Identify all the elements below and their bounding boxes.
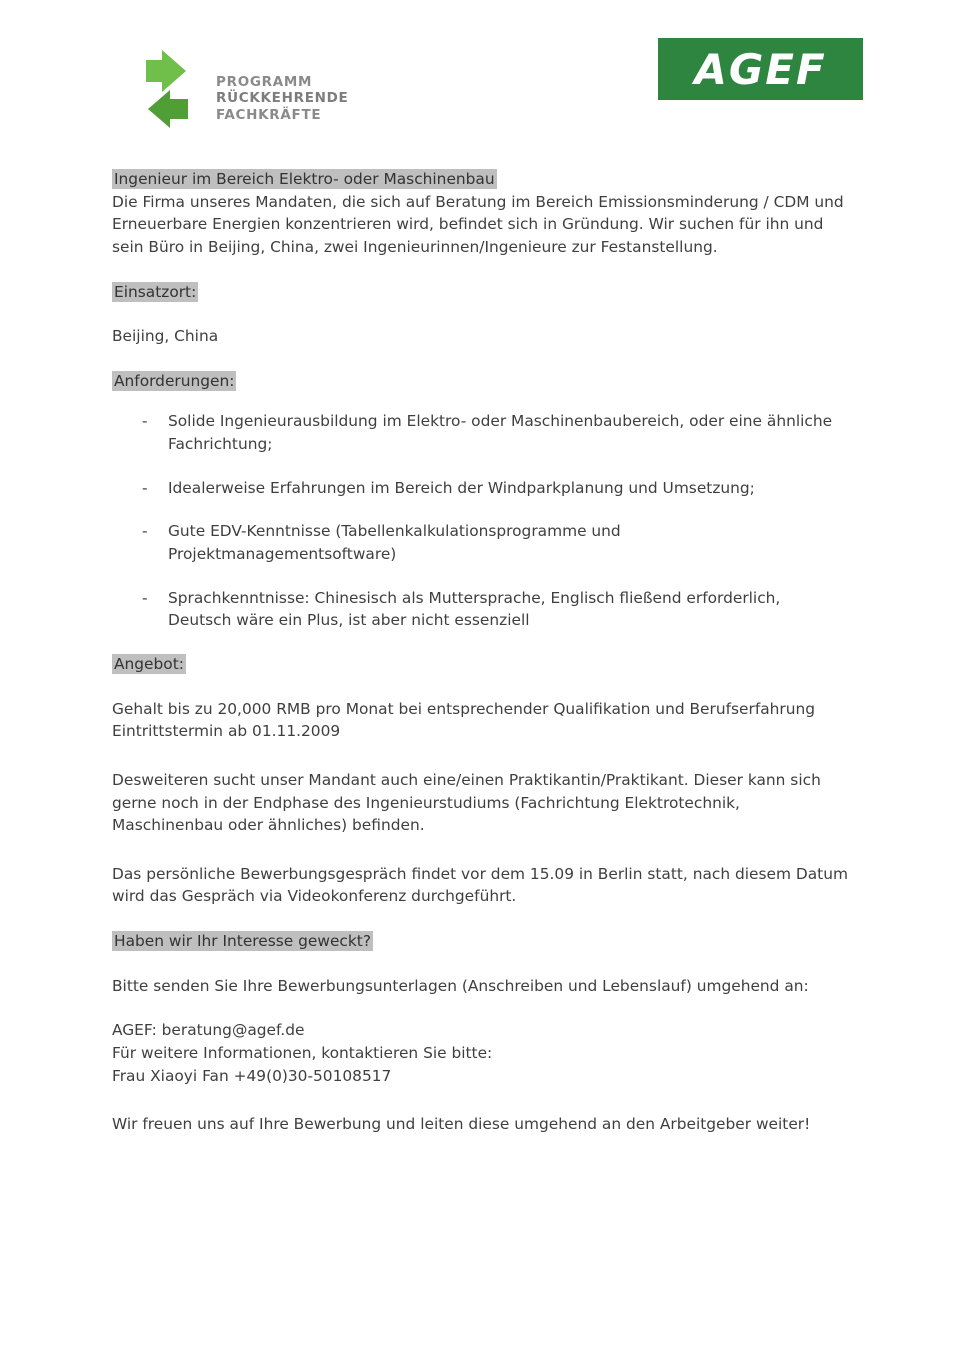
offer-heading-line <box>112 653 852 676</box>
requirements-heading: Anforderungen: <box>114 371 235 390</box>
intro-paragraph: Die Firma unseres Mandaten, die sich auf Beratung im Bereich Emissionsminderung / CDM und Erneuerbare Energien konzentrieren wird, befindet sich in Gründung. Wir suchen für ihn und sein Büro in Beijing, China, zwei Ingenieurinnen/Ingenieure zur Festanstellung. <box>112 192 844 256</box>
location-heading-line <box>112 281 852 304</box>
list-bullet: - <box>142 522 148 541</box>
contact-more-info: Für weitere Informationen, kontaktieren Sie bitte: <box>112 1044 493 1063</box>
job-title: Ingenieur im Bereich Elektro- oder Maschinenbau <box>114 170 495 188</box>
apply-text: Bitte senden Sie Ihre Bewerbungsunterlagen (Anschreiben und Lebenslauf) umgehend an: <box>112 976 809 995</box>
list-item-text: Solide Ingenieurausbildung im Elektro- oder Maschinenbaubereich, oder eine ähnliche Fachrichtung; <box>168 412 833 454</box>
agef-logo-text: AGEF <box>694 44 827 94</box>
contact-email: AGEF: beratung@agef.de <box>112 1021 305 1040</box>
offer-internship: Desweiteren sucht unser Mandant auch eine/einen Praktikantin/Praktikant. Dieser kann sich gerne noch in der Endphase des Ingenieurstudiums (Fachrichtung Elektrotechnik, Maschinenbau oder ähnliches) befinden. <box>112 770 821 835</box>
offer-heading: Angebot: <box>114 654 184 673</box>
list-item <box>112 587 852 632</box>
list-bullet: - <box>142 478 148 497</box>
list-item <box>112 477 852 500</box>
logo-line-2: RÜCKKEHRENDE <box>216 90 349 107</box>
interest-heading-line <box>112 930 852 953</box>
document-body <box>112 168 852 1136</box>
offer-salary: Gehalt bis zu 20,000 RMB pro Monat bei entsprechender Qualifikation und Berufserfahrung <box>112 699 816 718</box>
offer-interview: Das persönliche Bewerbungsgespräch findet vor dem 15.09 in Berlin statt, nach diesem Datum wird das Gespräch via Videokonferenz durchgeführt. <box>112 864 848 906</box>
location-heading: Einsatzort: <box>114 282 197 301</box>
document-header <box>0 0 958 150</box>
location-value: Beijing, China <box>112 327 219 346</box>
list-item <box>112 410 852 455</box>
contact-person: Frau Xiaoyi Fan +49(0)30-50108517 <box>112 1066 392 1085</box>
logo-line-1: PROGRAMM <box>216 74 313 90</box>
programm-rueckkehrende-fachkraefte-logo <box>140 50 348 128</box>
list-item-text: Sprachkenntnisse: Chinesisch als Muttersprache, Englisch fließend erforderlich, Deutsch wäre ein Plus, ist aber nicht essenziell <box>168 588 781 630</box>
job-title-line <box>112 168 852 191</box>
requirements-heading-line <box>112 370 852 393</box>
list-bullet: - <box>142 412 148 431</box>
list-item <box>112 520 852 565</box>
requirements-list <box>112 410 852 631</box>
logo-line-3: FACHKRÄFTE <box>216 106 322 123</box>
list-bullet: - <box>142 588 148 607</box>
green-arrows-icon <box>140 50 206 128</box>
list-item-text: Idealerweise Erfahrungen im Bereich der Windparkplanung und Umsetzung; <box>168 478 755 497</box>
interest-heading: Haben wir Ihr Interesse geweckt? <box>114 932 372 951</box>
agef-logo <box>658 38 863 100</box>
closing-text: Wir freuen uns auf Ihre Bewerbung und leiten diese umgehend an den Arbeitgeber weiter! <box>112 1115 811 1134</box>
offer-start-date: Eintrittstermin ab 01.11.2009 <box>112 722 341 741</box>
list-item-text: Gute EDV-Kenntnisse (Tabellenkalkulationsprogramme und Projektmanagementsoftware) <box>168 522 621 564</box>
